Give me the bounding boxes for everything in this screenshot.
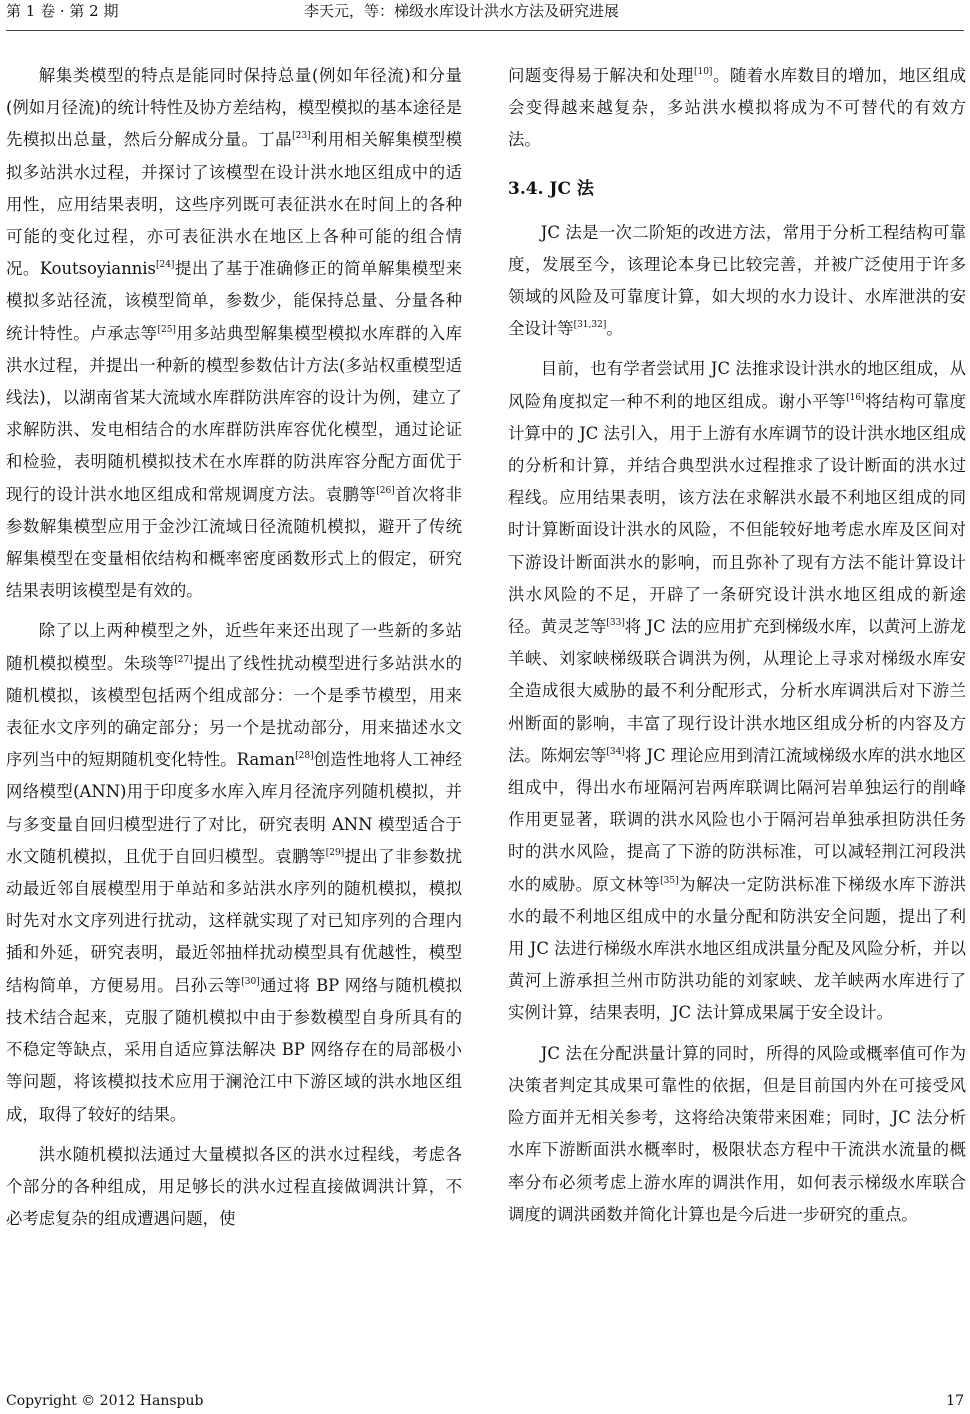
paragraph-continued: 问题变得易于解决和处理[10]。随着水库数目的增加，地区组成会变得越来越复杂，多站洪水模拟将成为不可替代的有效方法。 — [508, 66, 967, 150]
citation-link[interactable]: [24] — [155, 260, 175, 271]
citation-link[interactable]: [31,32] — [573, 320, 607, 331]
citation-link[interactable]: [25] — [157, 324, 176, 335]
paragraph-jc-applications: 目前，也有学者尝试用 JC 法推求设计洪水的地区组成，从风险角度拟定一种不利的地区组成。谢小平等[16]将结构可靠度计算中的 JC 法引入，用于上游有水库调节的设计洪水地区组成的分析和计算，并结合典型洪水过程推求了设计断面的洪水过程线。应用结果表明，该方法在求解洪水最不利地区组成的同时计算断面设计洪水的风险，不但能较好地考虑水库及区间对下游设计断面洪水的影响，而且弥补了现有方法不能计算设计洪水风险的不足，开辟了一条研究设计洪水地区组成的新途径。黄灵芝等[33]将 JC 法的应用扩充到梯级水库，以黄河上游龙羊峡、刘家峡梯级联合调洪为例，从理论上寻求对梯级水库安全造成很大威胁的最不利分配形式，分析水库调洪后对下游兰州断面的影响，丰富了现行设计洪水地区组成分析的内容及方法。陈炯宏等[34]将 JC 理论应用到清江流域梯级水库的洪水地区组成中，得出水布垭隔河岩两库联调比隔河岩单独运行的削峰作用更显著，联调的洪水风险也小于隔河岩单独承担防洪任务时的洪水风险，提高了下游的防洪标准，可以减轻荆江河段洪水的威胁。原文林等[35]为解决一定防洪标准下梯级水库下游洪水的最不利地区组成中的水量分配和防洪安全问题，提出了利用 JC 法进行梯级水库洪水地区组成洪量分配及风险分析，并以黄河上游承担兰州市防洪功能的刘家峡、龙羊峡两水库进行了实例计算，结果表明，JC 法计算成果属于安全设计。 — [508, 359, 967, 1023]
copyright-notice: Copyright © 2012 Hanspub — [6, 1393, 204, 1409]
paragraph-jc-intro: JC 法是一次二阶矩的改进方法，常用于分析工程结构可靠度，发展至今，该理论本身已比较完善，并被广泛使用于许多领域的风险及可靠度计算，如大坝的水力设计、水库泄洪的安全设计等[31,32]。 — [508, 222, 966, 339]
paragraph-jc-limitations: JC 法在分配洪量计算的同时，所得的风险或概率值可作为决策者判定其成果可靠性的依据，但是目前国内外在可接受风险方面并无相关参考，这将给决策带来困难；同时，JC 法分析水库下游断面洪水概率时，极限状态方程中干流洪水流量的概率分布必须考虑上游水库的调洪作用，如何表示梯级水库联合调度的调洪函数并简化计算也是今后进一步研究的重点。 — [508, 1043, 966, 1224]
citation-link[interactable]: [34] — [606, 746, 625, 757]
citation-link[interactable]: [29] — [325, 847, 345, 858]
page-number: 17 — [946, 1393, 964, 1409]
citation-link[interactable]: [33] — [606, 618, 625, 629]
right-column — [508, 60, 966, 1231]
citation-link[interactable]: [30] — [241, 976, 260, 987]
journal-volume-issue: 第 1 卷 · 第 2 期 — [6, 2, 119, 20]
citation-link[interactable]: [23] — [292, 131, 311, 142]
citation-link[interactable]: [35] — [660, 875, 679, 886]
citation-link[interactable]: [28] — [295, 751, 314, 762]
paragraph-other-models: 除了以上两种模型之外，近些年来还出现了一些新的多站随机模拟模型。朱琰等[27]提出了线性扰动模型进行多站洪水的随机模拟，该模型包括两个组成部分：一个是季节模型，用来表征水文序列的确定部分；另一个是扰动部分，用来描述水文序列当中的短期随机变化特性。Raman[28]创造性地将人工神经网络模型(ANN)用于印度多水库入库月径流序列随机模拟，并与多变量自回归模型进行了对比，研究表明 ANN 模型适合于水文随机模拟，且优于自回归模型。袁鹏等[29]提出了非参数扰动最近邻自展模型用于单站和多站洪水序列的随机模拟，模拟时先对水文序列进行扰动，这样就实现了对已知序列的合理内插和外延，研究表明，最近邻抽样扰动模型具有优越性，模型结构简单，方便易用。吕孙云等[30]通过将 BP 网络与随机模拟技术结合起来，克服了随机模拟中由于参数模型自身所具有的不稳定等缺点，采用自适应算法解决 BP 网络存在的局部极小等问题，将该模拟技术应用于澜沧江中下游区域的洪水地区组成，取得了较好的结果。 — [6, 621, 463, 1124]
running-header — [6, 0, 964, 31]
paragraph-flood-simulation: 洪水随机模拟法通过大量模拟各区的洪水过程线，考虑各个部分的各种组成，用足够长的洪水过程直接做调洪计算，不必考虑复杂的组成遭遇问题，使 — [6, 1144, 462, 1229]
paragraph-disaggregation-models: 解集类模型的特点是能同时保持总量(例如年径流)和分量(例如月径流)的统计特性及协方差结构，模型模拟的基本途径是先模拟出总量，然后分解成分量。丁晶[23]利用相关解集模型模拟多站洪水过程，并探讨了该模型在设计洪水地区组成中的适用性，应用结果表明，这些序列既可表征洪水在时间上的各种可能的变化过程，亦可表征洪水在地区上各种可能的组合情况。Koutsoyiannis[24]提出了基于准确修正的简单解集模型来模拟多站径流，该模型简单，参数少，能保持总量、分量各种统计特性。卢承志等[25]用多站典型解集模型模拟水库群的入库洪水过程，并提出一种新的模型参数估计方法(多站权重模型适线法)，以湖南省某大流域水库群防洪库容的设计为例，建立了求解防洪、发电相结合的水库群防洪库容优化模型，通过论证和检验，表明随机模拟技术在水库群的防洪库容分配方面优于现行的设计洪水地区组成和常规调度方法。袁鹏等[26]首次将非参数解集模型应用于金沙江流域日径流随机模拟，避开了传统解集模型在变量相依结构和概率密度函数形式上的假定，研究结果表明该模型是有效的。 — [6, 66, 463, 601]
citation-link[interactable]: [27] — [174, 654, 193, 665]
citation-link[interactable]: [26] — [376, 485, 395, 496]
citation-link[interactable]: [16] — [846, 392, 865, 403]
running-title: 李天元，等：梯级水库设计洪水方法及研究进展 — [304, 2, 620, 20]
citation-link[interactable]: [10] — [693, 67, 713, 77]
section-heading-jc-method: 3.4. JC 法 — [508, 178, 594, 199]
left-column — [6, 60, 462, 1235]
